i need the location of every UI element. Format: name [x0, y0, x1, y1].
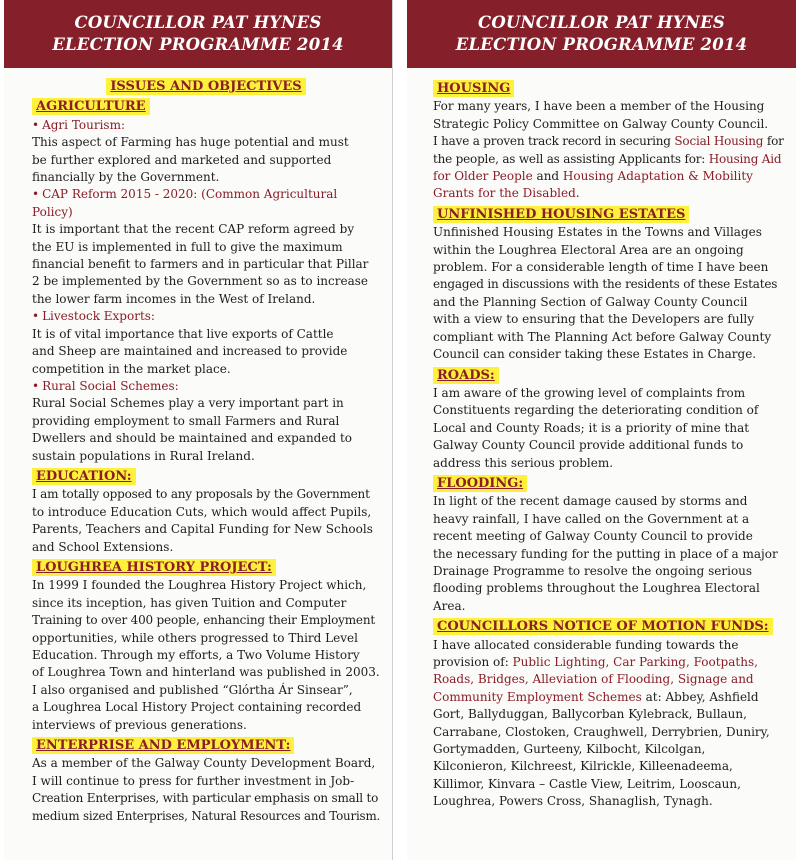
text-line: Gort, Ballyduggan, Ballycorban Kylebrack, Bullaun,	[433, 707, 747, 722]
text-line: Area.	[433, 598, 466, 613]
text-line: opportunities, while others progressed to Third Level	[32, 630, 358, 645]
text-line: and the Planning Section of Galway County Council	[433, 294, 748, 309]
text-line: I will continue to press for further investment in Job-	[32, 773, 355, 788]
text-line: a Loughrea Local History Project containing recorded	[32, 700, 362, 715]
text-line: engaged in discussions with the residents of these Estates	[433, 277, 778, 292]
text-line: Dwellers and should be maintained and expanded to	[32, 431, 353, 446]
text-line: 2 be implemented by the Government so as to increase	[32, 274, 368, 289]
subheading-rural-social-schemes: • Rural Social Schemes:	[32, 378, 179, 393]
text-line: Local and County Roads; it is a priority of mine that	[433, 420, 750, 435]
header-line-2: ELECTION PROGRAMME 2014	[52, 35, 344, 54]
history-project-heading: LOUGHREA HISTORY PROJECT:	[32, 559, 276, 576]
education-heading: EDUCATION:	[32, 468, 136, 485]
text-line: Rural Social Schemes play a very important part in	[32, 396, 344, 411]
text-line: interviews of previous generations.	[32, 717, 247, 732]
text-line: I have allocated considerable funding towards the	[433, 637, 739, 652]
text-line: problem. For a considerable length of time I have been	[433, 260, 769, 275]
text-line: sustain populations in Rural Ireland.	[32, 448, 255, 463]
text-line: I am totally opposed to any proposals by the Government	[32, 487, 370, 502]
text-line: providing employment to small Farmers and Rural	[32, 413, 340, 428]
text-line: It is important that the recent CAP reform agreed by	[32, 222, 355, 237]
text-line: Council can consider taking these Estates in Charge.	[433, 347, 757, 362]
text-line: Galway County Council provide additional funds to	[433, 438, 744, 453]
text-line: to introduce Education Cuts, which would affect Pupils,	[32, 504, 372, 519]
text-line: Constituents regarding the deteriorating condition of	[433, 403, 759, 418]
text-line: and School Extensions.	[32, 539, 174, 554]
text-line: provision of: Public Lighting, Car Parking, Footpaths,	[433, 655, 758, 669]
text-line: of Loughrea Town and hinterland was published in 2003.	[32, 665, 380, 680]
right-content	[407, 68, 796, 811]
left-header	[4, 0, 392, 68]
text-line: recent meeting of Galway County Council to provide	[433, 529, 753, 544]
text-line: Gortymadden, Gurteeny, Kilbocht, Kilcolgan,	[433, 742, 706, 757]
text-line: Strategic Policy Committee on Galway County Council.	[433, 116, 769, 131]
enterprise-heading: ENTERPRISE AND EMPLOYMENT:	[32, 737, 294, 754]
text-line: the necessary funding for the putting in place of a major	[433, 546, 778, 561]
text-line: the EU is implemented in full to give the maximum	[32, 239, 343, 254]
text-line: the lower farm incomes in the West of Ireland.	[32, 291, 316, 306]
text-line: In 1999 I founded the Loughrea History Project which,	[32, 578, 367, 593]
text-line: financially by the Government.	[32, 170, 220, 185]
text-line: within the Loughrea Electoral Area are an ongoing	[433, 242, 744, 257]
text-line: financial benefit to farmers and in particular that Pillar	[32, 257, 369, 272]
agriculture-heading: AGRICULTURE	[32, 98, 150, 115]
issues-title: ISSUES AND OBJECTIVES	[106, 78, 305, 95]
text-line: Grants for the Disabled.	[433, 186, 580, 201]
header-line-2: ELECTION PROGRAMME 2014	[455, 35, 748, 54]
text-line: Unfinished Housing Estates in the Towns and Villages	[433, 225, 762, 240]
header-line-1: COUNCILLOR PAT HYNES	[74, 13, 322, 32]
text-line: since its inception, has given Tuition and Computer	[32, 595, 347, 610]
text-line: flooding problems throughout the Loughrea Electoral	[433, 581, 760, 596]
text-line: Roads, Bridges, Alleviation of Flooding, Signage and	[433, 672, 754, 687]
left-content	[4, 68, 392, 825]
subheading-agri-tourism: • Agri Tourism:	[32, 117, 125, 132]
text-line: This aspect of Farming has huge potential and must	[32, 135, 349, 150]
text-line: with a view to ensuring that the Developers are fully	[433, 312, 755, 327]
text-line: Loughrea, Powers Cross, Shanaglish, Tynagh.	[433, 794, 713, 809]
text-line: the people, as well as assisting Applicants for: Housing Aid	[433, 151, 782, 166]
flooding-heading: FLOODING:	[433, 475, 527, 492]
text-line: Community Employment Schemes at: Abbey, Ashfield	[433, 689, 759, 704]
text-line: for Older People and Housing Adaptation & Mobility	[433, 169, 753, 184]
right-header	[407, 0, 796, 68]
text-line: It is of vital importance that live exports of Cattle	[32, 326, 334, 341]
text-line: I am aware of the growing level of complaints from	[433, 385, 746, 400]
text-line: Carrabane, Clostoken, Craughwell, Derrybrien, Duniry,	[433, 724, 770, 739]
text-line: Training to over 400 people, enhancing their Employment	[32, 613, 375, 628]
text-line: I have a proven track record in securing Social Housing for	[433, 134, 784, 149]
text-line: be further explored and marketed and supported	[32, 152, 332, 167]
text-line: and Sheep are maintained and increased to provide	[32, 344, 348, 359]
subheading-livestock-exports: • Livestock Exports:	[32, 309, 155, 324]
text-line: Kilconieron, Kilchreest, Kilrickle, Killeenadeema,	[433, 759, 733, 774]
left-panel	[4, 0, 393, 860]
roads-heading: ROADS:	[433, 367, 499, 384]
subheading-cap-reform: • CAP Reform 2015 - 2020: (Common Agricultural Policy)	[32, 187, 338, 219]
text-line: Drainage Programme to resolve the ongoing serious	[433, 563, 753, 578]
text-line: As a member of the Galway County Development Board,	[32, 756, 376, 771]
text-line: Education. Through my efforts, a Two Volume History	[32, 648, 360, 662]
housing-heading: HOUSING	[433, 80, 514, 97]
unfinished-estates-heading: UNFINISHED HOUSING ESTATES	[433, 206, 689, 223]
header-line-1: COUNCILLOR PAT HYNES	[478, 13, 725, 32]
text-line: Parents, Teachers and Capital Funding for New Schools	[32, 522, 373, 537]
text-line: Creation Enterprises, with particular emphasis on small to	[32, 791, 379, 806]
text-line: Killimor, Kinvara – Castle View, Leitrim, Looscaun,	[433, 776, 741, 791]
text-line: I also organised and published “Glórtha Ár Sinsear”,	[32, 682, 353, 697]
text-line: In light of the recent damage caused by storms and	[433, 494, 748, 509]
text-line: For many years, I have been a member of the Housing	[433, 99, 765, 114]
text-line: medium sized Enterprises, Natural Resources and Tourism.	[32, 808, 381, 823]
text-line: address this serious problem.	[433, 455, 614, 470]
text-line: compliant with The Planning Act before Galway County	[433, 329, 772, 344]
text-line: competition in the market place.	[32, 361, 231, 376]
text-line: heavy rainfall, I have called on the Government at a	[433, 511, 750, 526]
right-panel	[407, 0, 796, 860]
social-housing-text: Social Housing	[674, 134, 764, 149]
motion-funds-heading: COUNCILLORS NOTICE OF MOTION FUNDS:	[433, 618, 773, 635]
